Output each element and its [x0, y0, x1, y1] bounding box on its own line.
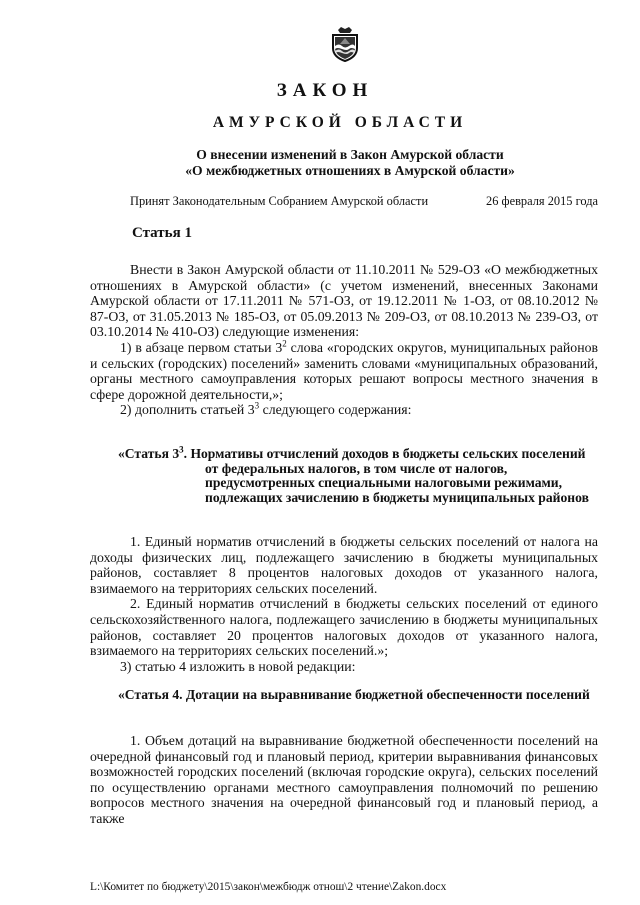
region-name: АМУРСКОЙ ОБЛАСТИ	[212, 114, 468, 131]
article-3-3-body	[90, 534, 598, 674]
adoption-line	[130, 194, 598, 209]
subtitle-line-2: «О межбюджетных отношениях в Амурской области»	[185, 163, 515, 178]
coat-of-arms-icon	[330, 26, 360, 62]
adopted-date: 26 февраля 2015 года	[486, 194, 598, 208]
item-3: 3) статью 4 изложить в новой редакции:	[120, 658, 356, 674]
adopted-by: Принят Законодательным Собранием Амурской области	[130, 194, 429, 208]
item-2: 2) дополнить статьей $3^3$ следующего содержания:	[120, 400, 412, 418]
article-4-body	[90, 733, 598, 827]
law-subtitle	[100, 147, 600, 179]
item-1: 1) в абзаце первом статьи $3^2$ слова «городских округов, муниципальных районов и сельских (городских) поселений» заменить словами «муниципальных образований, органы местного самоуправления которых решают вопросы местного значения в сфере дорожной деятельности,»;	[90, 338, 598, 402]
article-4-heading: «Статья 4. Дотации на выравнивание бюджетной обеспеченности поселений	[118, 687, 590, 702]
article-1-heading: Статья 1	[132, 225, 192, 241]
article-4-paragraph-1: 1. Объем дотаций на выравнивание бюджетной обеспеченности поселений на очередной финансовый год и плановый период, критерии выравнивания финансовых возможностей городских поселений (включая городские округа), сельских поселений по осуществлению органами местного самоуправления полномочий по решению вопросов местного значения на очередной финансовый год и плановый период, а также	[90, 733, 598, 826]
article-3-3-paragraph-2: 2. Единый норматив отчислений в бюджеты сельских поселений от единого сельскохозяйственного налога, подлежащего зачислению в бюджеты муниципальных районов, составляет 20 процентов налоговых доходов от указанного налога, взимаемого на территориях сельских поселений.»;	[90, 596, 598, 659]
law-title: ЗАКОН	[276, 80, 374, 101]
article-3-3-paragraph-1: 1. Единый норматив отчислений в бюджеты сельских поселений от налога на доходы физических лиц, подлежащего зачислению в бюджеты муниципальных районов, составляет 8 процентов налоговых доходов от указанного налога, взимаемого на территориях сельских поселений.	[90, 534, 598, 596]
article-1-body	[90, 262, 598, 418]
article-3-3-heading: «Статья $3^3$. Нормативы отчислений доходов в бюджеты сельских поселений от федеральных налогов, в том числе от налогов, предусмотренных специальными налоговыми режимами, подлежащих зачислению в бюджеты муниципальных районов	[118, 444, 589, 505]
file-path-footer: L:\Комитет по бюджету\2015\закон\межбюдж отнош\2 чтение\Zakon.docx	[90, 881, 447, 893]
subtitle-line-1: О внесении изменений в Закон Амурской области	[196, 147, 504, 162]
intro-paragraph: Внести в Закон Амурской области от 11.10.2011 № 529-ОЗ «О межбюджетных отношениях в Амурской области» (с учетом изменений, внесенных Законами Амурской области от 17.11.2011 № 571-ОЗ, от 19.12.2011 № 1-ОЗ, от 08.10.2012 № 87-ОЗ, от 31.05.2013 № 185-ОЗ, от 05.09.2013 № 209-ОЗ, от 08.10.2013 № 239-ОЗ, от 03.10.2014 № 410-ОЗ) следующие изменения:	[90, 262, 598, 340]
